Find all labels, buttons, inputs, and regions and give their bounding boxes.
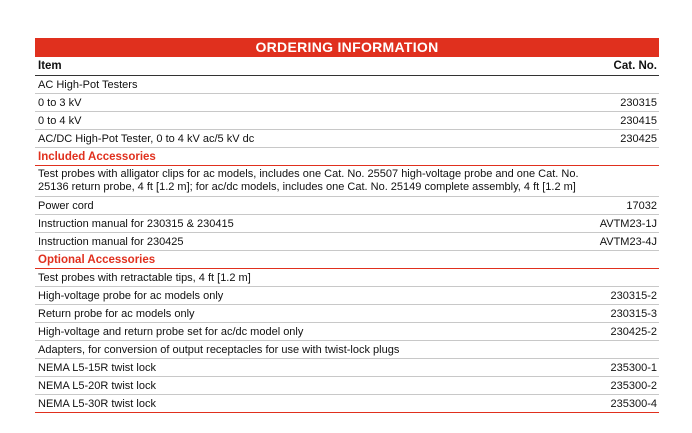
- table-row: [35, 215, 659, 233]
- cat-no-cell: 230315-3: [597, 305, 659, 323]
- item-cell: NEMA L5-20R twist lock: [35, 377, 597, 395]
- section-title: Optional Accessories: [35, 251, 597, 269]
- ordering-information-panel: [35, 38, 659, 413]
- table-row: [35, 94, 659, 112]
- ordering-table: [35, 57, 659, 413]
- table-row: [35, 166, 659, 197]
- item-cell: AC High-Pot Testers: [35, 76, 597, 94]
- cat-no-cell: 230425-2: [597, 323, 659, 341]
- item-cell: 0 to 4 kV: [35, 112, 597, 130]
- item-cell: NEMA L5-30R twist lock: [35, 395, 597, 413]
- cat-no-cell: 235300-4: [597, 395, 659, 413]
- item-cell: Test probes with retractable tips, 4 ft [1.2 m]: [35, 269, 597, 287]
- table-row: [35, 323, 659, 341]
- item-cell: High-voltage and return probe set for ac/dc model only: [35, 323, 597, 341]
- table-row: [35, 341, 659, 359]
- section-title: Included Accessories: [35, 148, 597, 166]
- cat-no-cell: AVTM23-1J: [597, 215, 659, 233]
- cat-no-cell: 17032: [597, 197, 659, 215]
- column-header-item: Item: [35, 57, 597, 76]
- section-header-row: [35, 148, 659, 166]
- table-row: [35, 112, 659, 130]
- section-header-row: [35, 251, 659, 269]
- cat-no-cell: [597, 341, 659, 359]
- cat-no-cell: [597, 76, 659, 94]
- cat-no-cell: 230315: [597, 94, 659, 112]
- cat-no-cell: 230415: [597, 112, 659, 130]
- item-cell: Power cord: [35, 197, 597, 215]
- table-row: [35, 305, 659, 323]
- item-cell: 0 to 3 kV: [35, 94, 597, 112]
- table-row: [35, 359, 659, 377]
- cat-no-cell: [597, 269, 659, 287]
- table-row: [35, 269, 659, 287]
- cat-no-cell: 230425: [597, 130, 659, 148]
- table-row: [35, 130, 659, 148]
- table-row: [35, 76, 659, 94]
- column-header-cat-no: Cat. No.: [597, 57, 659, 76]
- table-header-row: [35, 57, 659, 76]
- cat-no-cell: 230315-2: [597, 287, 659, 305]
- cat-no-cell: 235300-2: [597, 377, 659, 395]
- item-cell: AC/DC High-Pot Tester, 0 to 4 kV ac/5 kV dc: [35, 130, 597, 148]
- item-cell: Instruction manual for 230315 & 230415: [35, 215, 597, 233]
- cat-no-cell: 235300-1: [597, 359, 659, 377]
- cat-no-cell: [597, 166, 659, 197]
- ordering-information-title: ORDERING INFORMATION: [35, 38, 659, 57]
- cat-no-cell: AVTM23-4J: [597, 233, 659, 251]
- table-row: [35, 233, 659, 251]
- table-row: [35, 377, 659, 395]
- item-cell: Adapters, for conversion of output receptacles for use with twist-lock plugs: [35, 341, 597, 359]
- cat-no-cell: [597, 148, 659, 166]
- ordering-table-body: [35, 57, 659, 413]
- item-cell: Return probe for ac models only: [35, 305, 597, 323]
- item-cell: Test probes with alligator clips for ac models, includes one Cat. No. 25507 high-voltage probe and one Cat. No. 25136 return probe, 4 ft [1.2 m]; for ac/dc models, includes one Cat. No. 25149 complete assembly, 4 ft [1.2 m]: [35, 166, 597, 197]
- cat-no-cell: [597, 251, 659, 269]
- item-cell: NEMA L5-15R twist lock: [35, 359, 597, 377]
- item-cell: High-voltage probe for ac models only: [35, 287, 597, 305]
- table-row: [35, 197, 659, 215]
- item-cell: Instruction manual for 230425: [35, 233, 597, 251]
- table-row: [35, 287, 659, 305]
- table-row: [35, 395, 659, 413]
